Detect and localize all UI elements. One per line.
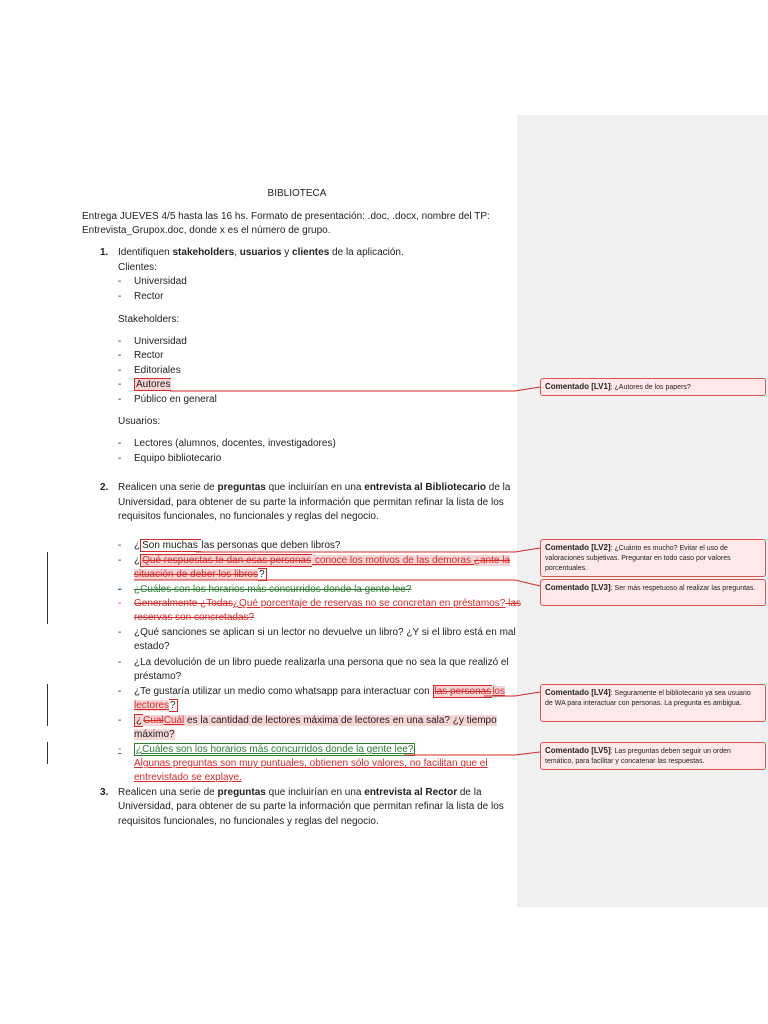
item-number-1: 1. — [100, 247, 109, 258]
comment-author: Comentado [LV2] — [545, 543, 611, 552]
q1-text-3: y — [281, 247, 293, 258]
deleted-text[interactable]: las personas — [434, 686, 492, 697]
q3-line-1 — [118, 786, 482, 800]
q1-bold-usuarios: usuarios — [239, 247, 282, 258]
bullet-dash: - — [118, 657, 122, 668]
comment-lv5[interactable]: Comentado [LV5]: Las preguntas deben seguir un orden temático, para facilitar y concatenar las respuestas. — [540, 742, 766, 770]
list-item: Lectores (alumnos, docentes, investigadores) — [134, 438, 336, 449]
list-item — [134, 539, 340, 553]
text-run: ¿Te gustaría utilizar un medio como whatsapp para interactuar con — [134, 686, 433, 697]
comment-author: Comentado [LV5] — [545, 746, 611, 755]
list-item-continued — [134, 699, 178, 713]
q2-line-2: Universidad, para obtener de su parte la información que permitan refinar la lista de los — [118, 497, 504, 508]
q2-bold-entrevista: entrevista al Bibliotecario — [364, 482, 486, 493]
deleted-text: las — [505, 598, 521, 609]
q3-bold-preguntas: preguntas — [217, 787, 266, 798]
list-item-continued — [134, 568, 267, 582]
inserted-note-line-2: entrevistado se explaye. — [134, 772, 242, 783]
stakeholders-label: Stakeholders: — [118, 314, 180, 325]
list-item — [134, 554, 510, 568]
bullet-dash: - — [118, 540, 122, 551]
deleted-text: Generalmente ¿Todas — [134, 598, 233, 609]
list-item: Rector — [134, 350, 164, 361]
q3-text: de la — [457, 787, 482, 798]
inserted-text: ¿Qué porcentaje de reservas no se concretan en préstamos? — [232, 598, 506, 609]
inserted-text: los — [492, 686, 505, 697]
q3-text: que incluirían en una — [265, 787, 365, 798]
bullet-dash: - — [118, 584, 122, 595]
list-item — [134, 714, 497, 728]
intro-paragraph: Entrega JUEVES 4/5 hasta las 16 hs. Formato de presentación: .doc, .docx, nombre del TP: Entrevista_Grupox.doc, donde x es el número de grupo. — [82, 211, 490, 236]
q3-line-3: requisitos funcionales, no funcionales y reglas del negocio. — [118, 816, 379, 827]
text-run: ¿ — [134, 555, 141, 566]
text-run: ? — [258, 569, 265, 580]
comment-lv1[interactable]: Comentado [LV1]: ¿Autores de los papers? — [540, 378, 766, 396]
q2-text: de la — [485, 482, 511, 493]
text-run: ¿ — [134, 540, 141, 551]
revision-bar — [47, 684, 48, 726]
clientes-label: Clientes: — [118, 262, 157, 273]
bullet-dash: - — [118, 291, 122, 302]
item-number-2: 2. — [100, 482, 109, 493]
text-run: ? — [170, 700, 176, 711]
list-item — [134, 597, 521, 611]
q1-bold-stakeholders: stakeholders — [172, 247, 235, 258]
text-run: es la cantidad de lectores máxima de lectores en una sala? ¿y tiempo — [184, 715, 497, 726]
commented-text-autores[interactable]: Autores — [136, 379, 171, 390]
bullet-dash: - — [118, 715, 122, 726]
q1-heading — [118, 246, 404, 260]
list-item: ¿Qué sanciones se aplican si un lector no devuelve un libro? ¿Y si el libro está en mal — [134, 627, 516, 638]
q3-line-2: Universidad, para obtener de su parte la información que permitan refinar la lista de los — [118, 801, 504, 812]
inserted-text: Cuál — [163, 715, 185, 726]
q1-text-2: , — [234, 247, 240, 258]
comment-text: Seguramente el bibliotecario ya sea usuario de WA para interactuar con personas. La pregunta es ambigua. — [545, 690, 751, 707]
q1-bold-clientes: clientes — [292, 247, 330, 258]
comment-lv4[interactable]: Comentado [LV4]: Seguramente el bibliotecario ya sea usuario de WA para interactuar con personas. La pregunta es ambigua. — [540, 684, 766, 722]
moved-deleted-text: ¿Cuáles son los horarios más concurridos donde la gente lee? — [134, 584, 412, 595]
list-item: Universidad — [134, 276, 187, 287]
bullet-dash: - — [118, 350, 122, 361]
revision-bar — [47, 552, 48, 624]
list-item: Universidad — [134, 336, 187, 347]
list-item — [134, 685, 505, 699]
inserted-text: conoce los motivos de las demoras — [312, 555, 474, 566]
comment-text: ¿Autores de los papers? — [614, 384, 691, 391]
deleted-text: ¿ante la — [473, 555, 510, 566]
bullet-dash: - — [118, 379, 122, 390]
comment-lv2[interactable]: Comentado [LV2]: ¿Cuánto es mucho? Evitar el uso de valoraciones subjetivas. Preguntar en todo caso por valores porcentuales. — [540, 539, 766, 577]
list-item-continued — [134, 611, 254, 625]
q3-bold-entrevista: entrevista al Rector — [364, 787, 458, 798]
comment-lv3[interactable]: Comentado [LV3]: Ser más respetuoso al realizar las preguntas. — [540, 579, 766, 606]
inserted-note-line-1: Algunas preguntas son muy puntuales, obtienen sólo valores, no facilitan que el — [134, 758, 488, 769]
q1-text-1: Identifiquen — [118, 247, 173, 258]
comments-margin-pane — [517, 115, 768, 907]
comment-author: Comentado [LV3] — [545, 583, 611, 592]
list-item: Editoriales — [134, 365, 181, 376]
deleted-text: reservas son concretadas? — [134, 612, 255, 623]
bullet-dash: - — [118, 276, 122, 287]
bullet-dash: - — [118, 598, 122, 609]
revision-bar — [47, 742, 48, 764]
comment-text: Ser más respetuoso al realizar las preguntas. — [614, 585, 756, 592]
q1-text-4: de la aplicación. — [329, 247, 404, 258]
q2-bold-preguntas: preguntas — [217, 482, 266, 493]
bullet-dash: - — [118, 744, 122, 755]
list-item: Rector — [134, 291, 164, 302]
list-item-commented[interactable] — [134, 378, 171, 392]
deleted-text: situación de deber los libros — [134, 569, 258, 580]
list-item: Equipo bibliotecario — [134, 453, 222, 464]
list-item-moved — [134, 743, 415, 757]
bullet-dash: - — [118, 555, 122, 566]
moved-inserted-text[interactable]: ¿Cuáles son los horarios más concurridos donde la gente lee? — [136, 744, 414, 755]
bullet-dash: - — [118, 365, 122, 376]
bullet-dash: - — [118, 627, 122, 638]
q2-text: Realicen una serie de — [118, 482, 218, 493]
usuarios-label: Usuarios: — [118, 416, 161, 427]
q2-line-3: requisitos funcionales, no funcionales y reglas del negocio. — [118, 511, 379, 522]
deleted-text: Cual — [143, 715, 164, 726]
text-run: máximo? — [134, 729, 175, 740]
inserted-text: lectores — [134, 700, 170, 711]
item-number-3: 3. — [100, 787, 109, 798]
text-run: las personas que deben libros? — [201, 540, 341, 551]
bullet-dash: - — [118, 394, 122, 405]
q2-text: que incluirían en una — [265, 482, 365, 493]
list-item-continued: préstamo? — [134, 671, 182, 682]
q2-line-1 — [118, 481, 510, 495]
comment-text: Las preguntas deben seguir un orden temático, para facilitar y concatenar las respuestas. — [545, 748, 731, 765]
list-item-continued: estado? — [134, 641, 170, 652]
list-item-continued — [134, 728, 175, 742]
text-run[interactable]: ¿ — [136, 715, 143, 726]
bullet-dash: - — [118, 453, 122, 464]
bullet-dash: - — [118, 438, 122, 449]
list-item: Público en general — [134, 394, 217, 405]
document-title: BIBLIOTECA — [267, 188, 327, 199]
list-item-moved — [134, 583, 411, 597]
q3-text: Realicen una serie de — [118, 787, 218, 798]
comment-text: ¿Cuánto es mucho? Evitar el uso de valoraciones subjetivas. Preguntar en todo caso por valores porcentuales. — [545, 545, 731, 572]
commented-text-son-muchas[interactable]: Son muchas — [142, 540, 201, 551]
bullet-dash: - — [118, 686, 122, 697]
deleted-text[interactable]: Qué respuestas te dan esas personas — [142, 555, 312, 566]
comment-author: Comentado [LV4] — [545, 688, 611, 697]
comment-author: Comentado [LV1] — [545, 382, 611, 391]
bullet-dash: - — [118, 336, 122, 347]
list-item: ¿La devolución de un libro puede realizarla una persona que no sea la que realizó el — [134, 657, 509, 668]
